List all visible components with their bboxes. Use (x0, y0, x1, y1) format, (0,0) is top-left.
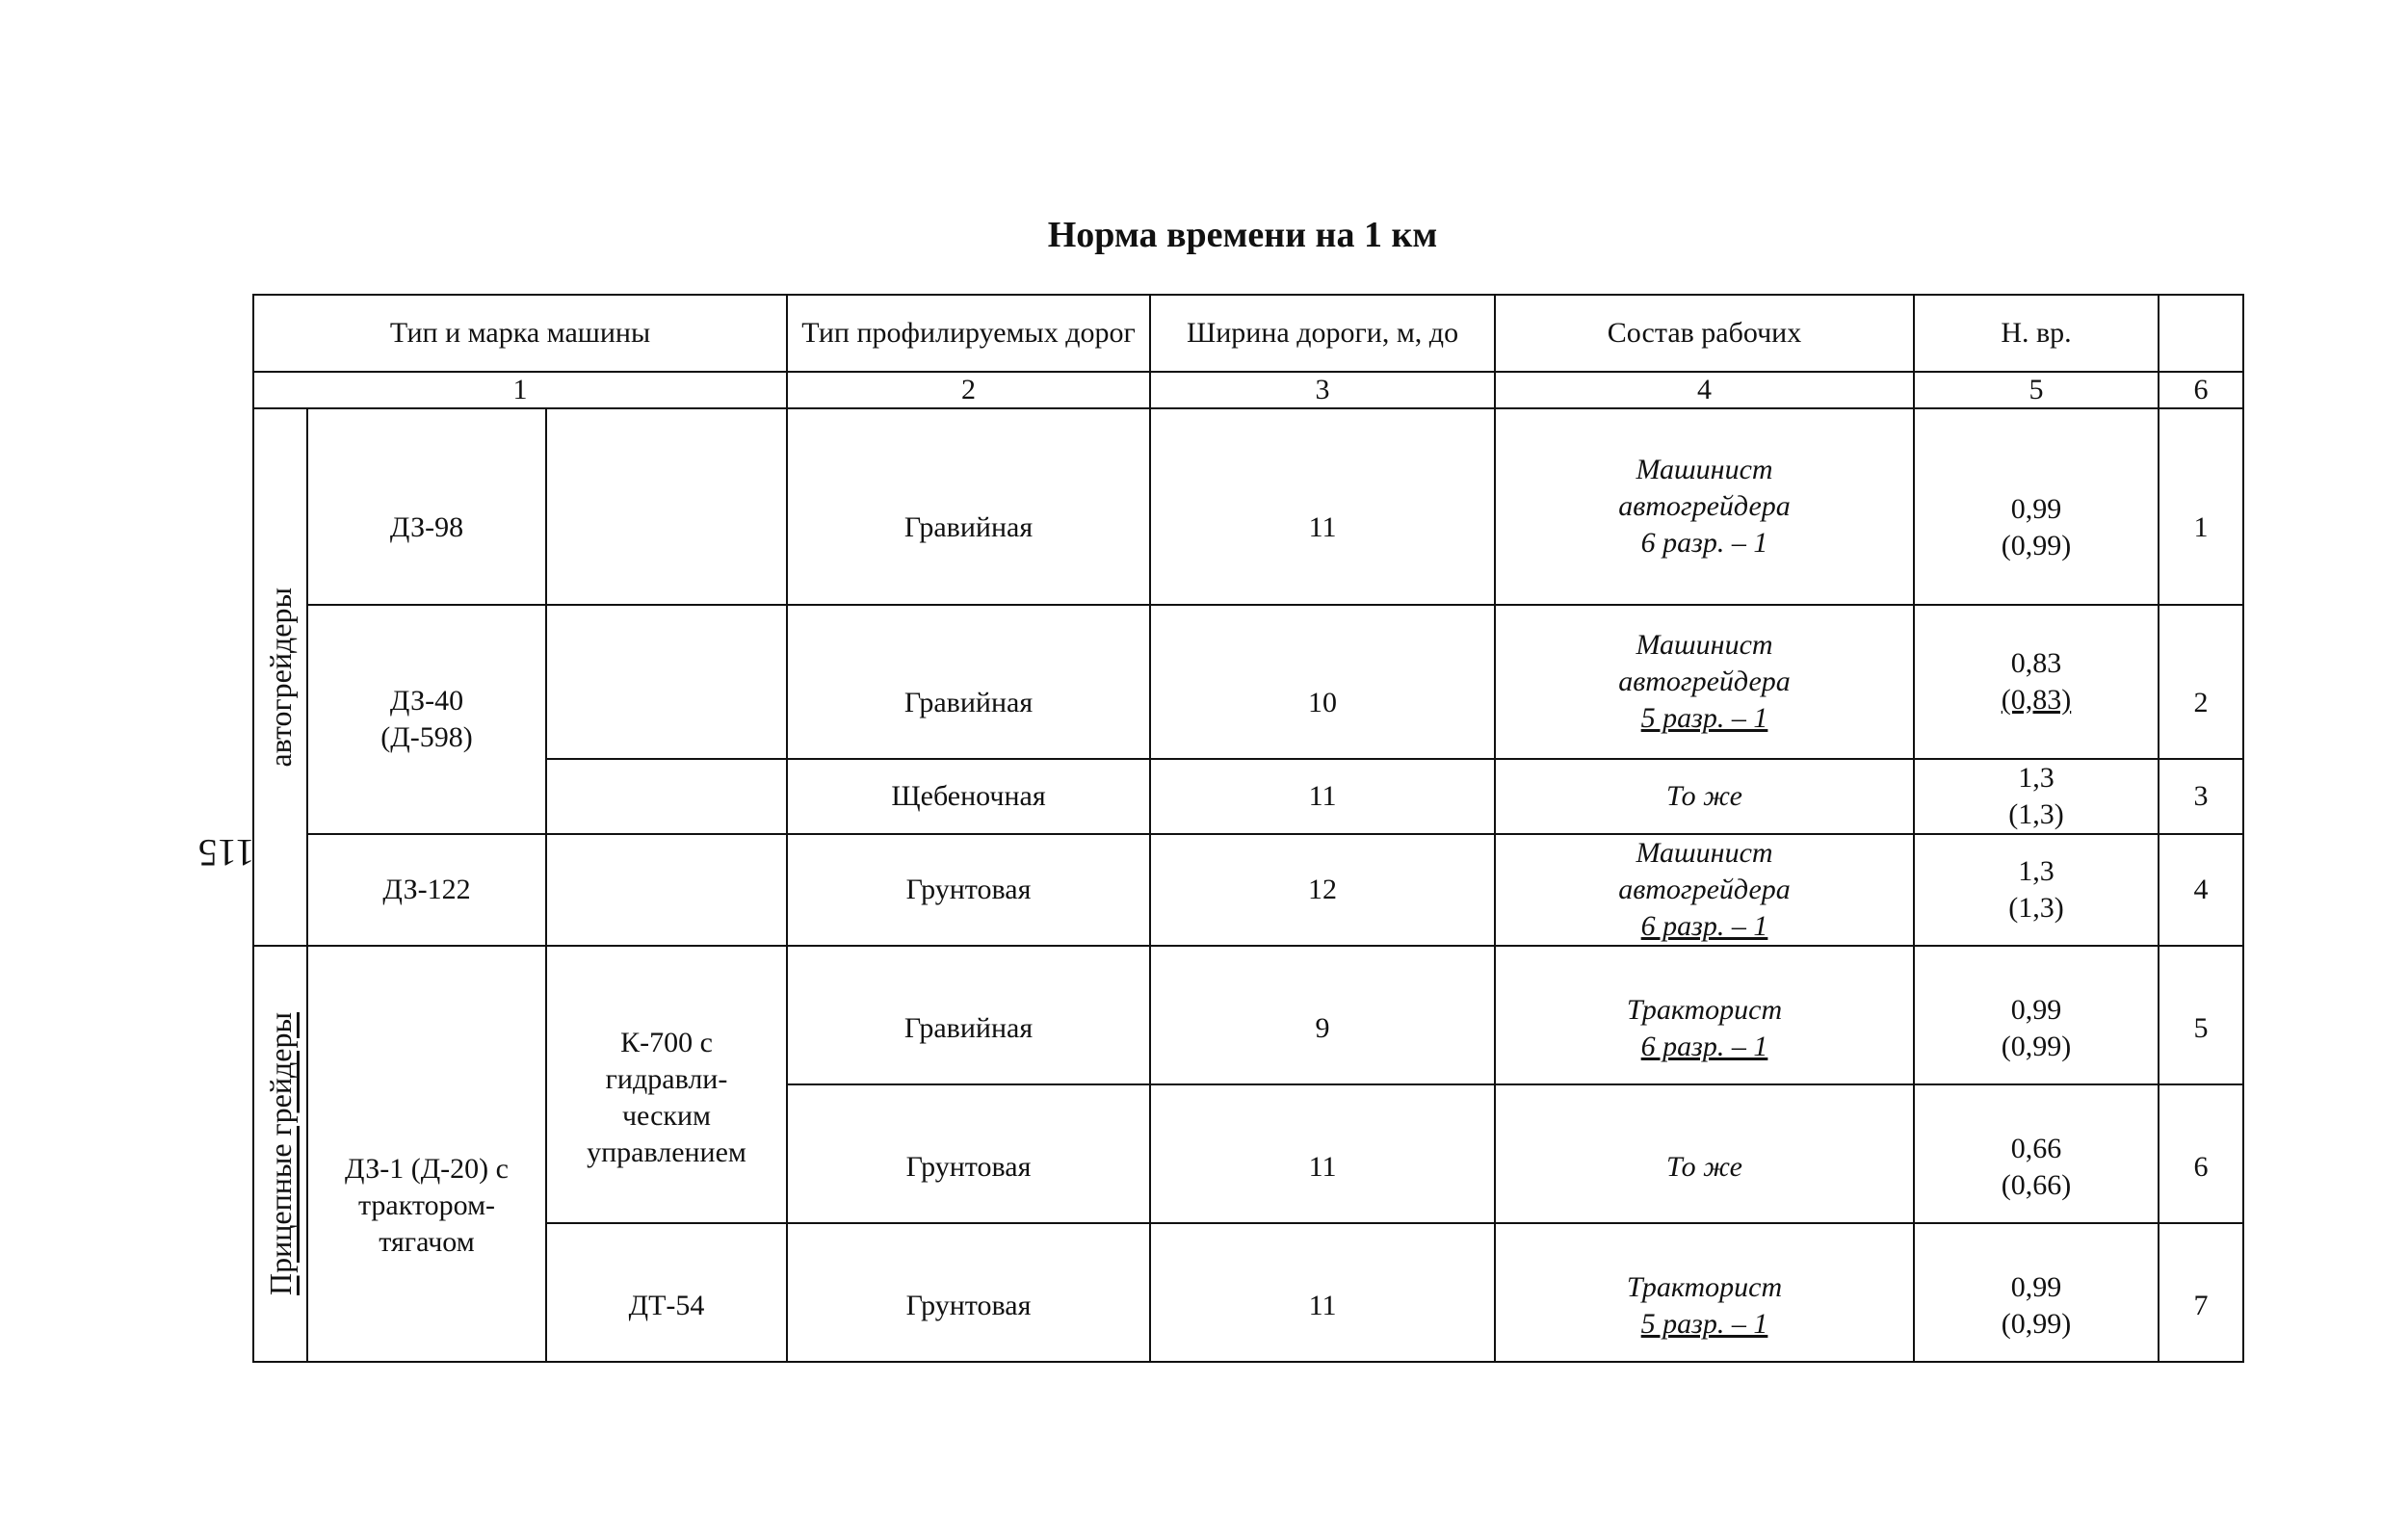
group-label-trailer-graders: Прицепные грейдеры (253, 946, 307, 1362)
road-width: 11 (1150, 1223, 1495, 1362)
col-number: 4 (1495, 372, 1914, 408)
col-number: 1 (253, 372, 787, 408)
page-title: Норма времени на 1 км (1047, 215, 1438, 255)
col-number: 6 (2159, 372, 2243, 408)
norm-value: 0,83 (0,83) (1914, 605, 2159, 759)
road-width: 12 (1150, 834, 1495, 946)
row-number: 1 (2159, 408, 2243, 605)
road-type: Грунтовая (787, 1084, 1150, 1223)
table-row (253, 1223, 2243, 1362)
road-width: 9 (1150, 946, 1495, 1084)
norm-value: 0,99 (0,99) (1914, 408, 2159, 605)
empty-cell (546, 408, 787, 605)
empty-cell (546, 605, 787, 759)
road-type: Гравийная (787, 408, 1150, 605)
crew: То же (1495, 759, 1914, 834)
table-row (253, 946, 2243, 1084)
norm-value: 0,99 (0,99) (1914, 1223, 2159, 1362)
table-row (253, 605, 2243, 759)
crew: То же (1495, 1084, 1914, 1223)
road-width: 10 (1150, 605, 1495, 759)
header-col6 (2159, 295, 2243, 372)
norm-table (252, 294, 2244, 1363)
empty-cell (546, 759, 787, 834)
road-type: Грунтовая (787, 1223, 1150, 1362)
header-row (253, 295, 2243, 372)
road-type: Гравийная (787, 946, 1150, 1084)
group-label-autograders: автогрейдеры (253, 408, 307, 946)
row-number: 5 (2159, 946, 2243, 1084)
column-numbers-row (253, 372, 2243, 408)
road-width: 11 (1150, 408, 1495, 605)
tractor-dt54: ДТ-54 (546, 1223, 787, 1362)
row-number: 4 (2159, 834, 2243, 946)
table-row (253, 834, 2243, 946)
road-width: 11 (1150, 1084, 1495, 1223)
norm-value: 1,3 (1,3) (1914, 759, 2159, 834)
header-road-type: Тип профилируемых дорог (787, 295, 1150, 372)
crew: Машинист автогрейдера 6 разр. – 1 (1495, 408, 1914, 605)
road-type: Гравийная (787, 605, 1150, 759)
col-number: 2 (787, 372, 1150, 408)
crew: Тракторист 5 разр. – 1 (1495, 1223, 1914, 1362)
tractor-k700: К-700 с гидравли-ческим управлением (546, 946, 787, 1223)
machine-dz40: ДЗ-40 (Д-598) (307, 605, 546, 834)
header-machine: Тип и марка машины (253, 295, 787, 372)
crew: Машинист автогрейдера 6 разр. – 1 (1495, 834, 1914, 946)
table-row (253, 759, 2243, 834)
road-type: Щебеночная (787, 759, 1150, 834)
row-number: 6 (2159, 1084, 2243, 1223)
header-crew: Состав рабочих (1495, 295, 1914, 372)
col-number: 5 (1914, 372, 2159, 408)
crew: Машинист автогрейдера 5 разр. – 1 (1495, 605, 1914, 759)
norm-value: 0,99 (0,99) (1914, 946, 2159, 1084)
norm-value: 1,3 (1,3) (1914, 834, 2159, 946)
col-number: 3 (1150, 372, 1495, 408)
machine-dz122: ДЗ-122 (307, 834, 546, 946)
norm-value: 0,66 (0,66) (1914, 1084, 2159, 1223)
row-number: 2 (2159, 605, 2243, 759)
page-number: 115 (197, 831, 255, 874)
header-norm: Н. вр. (1914, 295, 2159, 372)
crew: Тракторист 6 разр. – 1 (1495, 946, 1914, 1084)
row-number: 3 (2159, 759, 2243, 834)
road-width: 11 (1150, 759, 1495, 834)
row-number: 7 (2159, 1223, 2243, 1362)
machine-dz98: ДЗ-98 (307, 408, 546, 605)
empty-cell (546, 834, 787, 946)
table-row (253, 408, 2243, 605)
road-type: Грунтовая (787, 834, 1150, 946)
machine-dz1: ДЗ-1 (Д-20) с трактором-тягачом (307, 946, 546, 1362)
header-road-width: Ширина дороги, м, до (1150, 295, 1495, 372)
